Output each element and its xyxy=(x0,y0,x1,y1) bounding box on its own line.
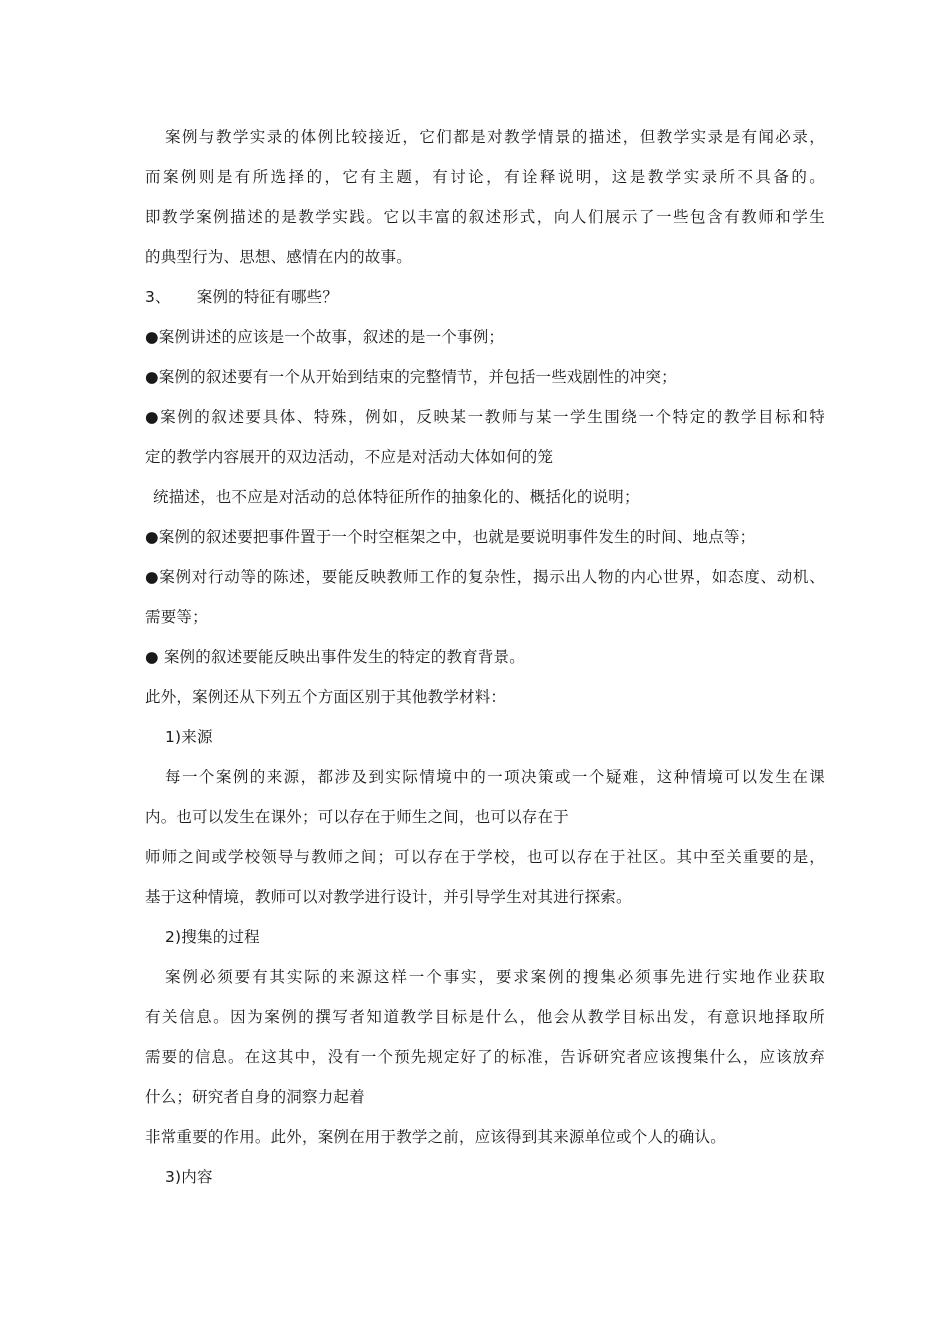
paragraph-line: 需要等； xyxy=(145,608,208,626)
paragraph-line: 每一个案例的来源，都涉及到实际情境中的一项决策或一个疑难，这种情境可以发生在课 xyxy=(165,768,825,786)
bullet-item: ●案例讲述的应该是一个故事，叙述的是一个事例； xyxy=(145,328,505,346)
paragraph-line: 而案例则是有所选择的，它有主题，有讨论，有诠释说明，这是教学实录所不具备的。 xyxy=(145,168,825,186)
paragraph-line: 案例与教学实录的体例比较接近，它们都是对教学情景的描述，但教学实录是有闻必录， xyxy=(165,128,825,146)
paragraph-line: 有关信息。因为案例的撰写者知道教学目标是什么，他会从教学目标出发，有意识地择取所 xyxy=(145,1008,825,1026)
paragraph-line: 需要的信息。在这其中，没有一个预先规定好了的标准，告诉研究者应该搜集什么，应该放弃 xyxy=(145,1048,825,1066)
paragraph-line: 的典型行为、思想、感情在内的故事。 xyxy=(145,248,412,266)
paragraph-line: 案例必须要有其实际的来源这样一个事实，要求案例的搜集必须事先进行实地作业获取 xyxy=(165,968,825,986)
bullet-item: ●案例的叙述要有一个从开始到结束的完整情节，并包括一些戏剧性的冲突； xyxy=(145,368,677,386)
bullet-item: ●案例的叙述要具体、特殊，例如，反映某一教师与某一学生围绕一个特定的教学目标和特 xyxy=(145,408,825,426)
paragraph-line: 定的教学内容展开的双边活动，不应是对活动大体如何的笼 xyxy=(145,448,554,466)
section-heading xyxy=(145,287,825,307)
paragraph-line: 什么；研究者自身的洞察力起着 xyxy=(145,1088,365,1106)
paragraph-line: 即教学案例描述的是教学实践。它以丰富的叙述形式，向人们展示了一些包含有教师和学生 xyxy=(145,208,825,226)
paragraph-line: 基于这种情境，教师可以对教学进行设计，并引导学生对其进行探索。 xyxy=(145,888,632,906)
paragraph-line: 此外，案例还从下列五个方面区别于其他教学材料： xyxy=(145,688,507,706)
section-title: 案例的特征有哪些？ xyxy=(196,288,339,306)
bullet-item: ●案例的叙述要把事件置于一个时空框架之中，也就是要说明事件发生的时间、地点等； xyxy=(145,528,756,546)
bullet-item: ●案例对行动等的陈述，要能反映教师工作的复杂性，揭示出人物的内心世界，如态度、动机、 xyxy=(145,568,825,586)
subsection-heading: 3)内容 xyxy=(165,1168,213,1186)
paragraph-line: 内。也可以发生在课外；可以存在于师生之间，也可以存在于 xyxy=(145,808,569,826)
section-number: 3、 xyxy=(145,288,171,306)
paragraph-line: 师师之间或学校领导与教师之间；可以存在于学校，也可以存在于社区。其中至关重要的是， xyxy=(145,848,825,866)
subsection-heading: 2)搜集的过程 xyxy=(165,928,260,946)
subsection-heading: 1)来源 xyxy=(165,728,213,746)
paragraph-line: 统描述，也不应是对活动的总体特征所作的抽象化的、概括化的说明； xyxy=(153,488,640,506)
paragraph-line: 非常重要的作用。此外，案例在用于教学之前，应该得到其来源单位或个人的确认。 xyxy=(145,1128,726,1146)
bullet-item: ● 案例的叙述要能反映出事件发生的特定的教育背景。 xyxy=(145,648,525,666)
